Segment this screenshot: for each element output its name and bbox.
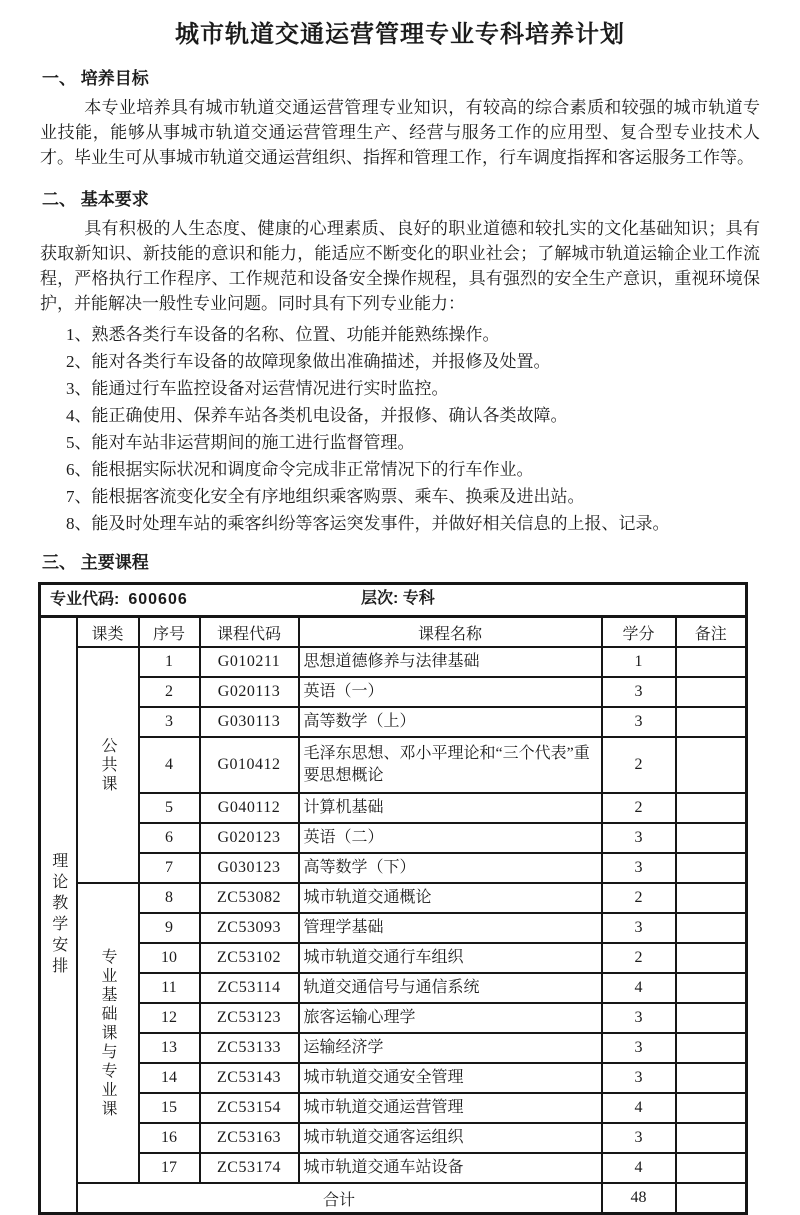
cell-credits: 2 (602, 883, 676, 913)
cell-credits: 3 (602, 1033, 676, 1063)
cell-credits: 4 (602, 1093, 676, 1123)
table-row (40, 853, 747, 883)
cell-course-code: ZC53123 (200, 1003, 299, 1033)
cell-seq: 15 (139, 1093, 200, 1123)
ability-item-2: 2、能对各类行车设备的故障现象做出准确描述，并报修及处置。 (66, 352, 551, 371)
col-header-code: 课程代码 (200, 617, 299, 648)
table-row (40, 1153, 747, 1183)
cell-credits: 2 (602, 793, 676, 823)
section-heading-requirements: 二、 基本要求 (42, 190, 149, 209)
cell-credits: 4 (602, 973, 676, 1003)
page-title: 城市轨道交通运营管理专业专科培养计划 (175, 21, 625, 48)
cell-note (676, 1153, 747, 1183)
cell-course-name: 高等数学（上） (299, 707, 602, 737)
ability-list (40, 326, 760, 533)
cell-course-name: 高等数学（下） (299, 853, 602, 883)
group-label-public-courses: 公共课 (77, 647, 139, 883)
cell-credits: 3 (602, 707, 676, 737)
cell-note (676, 647, 747, 677)
cell-course-name: 城市轨道交通行车组织 (299, 943, 602, 973)
cell-course-name: 管理学基础 (299, 913, 602, 943)
table-row (40, 883, 747, 913)
courses-table (38, 582, 748, 1215)
table-row (40, 677, 747, 707)
major-code-value: 600606 (128, 591, 188, 608)
table-row (40, 1063, 747, 1093)
major-code-label: 专业代码: (50, 591, 120, 608)
cell-course-name: 城市轨道交通概论 (299, 883, 602, 913)
cell-note (676, 1123, 747, 1153)
cell-credits: 3 (602, 823, 676, 853)
table-row (40, 647, 747, 677)
cell-course-code: G030113 (200, 707, 299, 737)
row-header-theory-teaching: 理论教学安排 (40, 617, 77, 1214)
cell-course-name: 毛泽东思想、邓小平理论和“三个代表”重要思想概论 (299, 737, 602, 793)
table-row (40, 707, 747, 737)
table-row (40, 1033, 747, 1063)
cell-credits: 3 (602, 853, 676, 883)
cell-seq: 5 (139, 793, 200, 823)
cell-credits: 3 (602, 913, 676, 943)
ability-item-1: 1、熟悉各类行车设备的名称、位置、功能并能熟练操作。 (66, 325, 500, 344)
cell-note (676, 1033, 747, 1063)
meta-cell (40, 584, 747, 617)
level-label: 层次: 专科 (361, 590, 435, 607)
ability-item-7: 7、能根据客流变化安全有序地组织乘客购票、乘车、换乘及进出站。 (66, 487, 585, 506)
cell-credits: 1 (602, 647, 676, 677)
cell-course-name: 英语（一） (299, 677, 602, 707)
cell-credits: 3 (602, 1123, 676, 1153)
table-meta-row (40, 584, 747, 617)
cell-course-code: G010211 (200, 647, 299, 677)
cell-course-code: G020123 (200, 823, 299, 853)
cell-course-name: 城市轨道交通运营管理 (299, 1093, 602, 1123)
cell-note (676, 943, 747, 973)
cell-credits: 3 (602, 1063, 676, 1093)
table-row (40, 737, 747, 793)
cell-note (676, 913, 747, 943)
cell-course-code: G020113 (200, 677, 299, 707)
ability-item-3: 3、能通过行车监控设备对运营情况进行实时监控。 (66, 379, 449, 398)
cell-seq: 2 (139, 677, 200, 707)
cell-seq: 11 (139, 973, 200, 1003)
col-header-note: 备注 (676, 617, 747, 648)
cell-note (676, 1063, 747, 1093)
requirements-paragraph: 具有积极的人生态度、健康的心理素质、良好的职业道德和较扎实的文化基础知识；具有获取新知识、新技能的意识和能力，能适应不断变化的职业社会；了解城市轨道运输企业工作流程，严格执行工作程序、工作规范和设备安全操作规程，具有强烈的安全生产意识，重视环境保护，并能解决一般性专业问题。同时具有下列专业能力： (40, 219, 760, 313)
cell-note (676, 883, 747, 913)
cell-credits: 2 (602, 943, 676, 973)
cell-note (676, 677, 747, 707)
col-header-name: 课程名称 (299, 617, 602, 648)
cell-course-code: ZC53163 (200, 1123, 299, 1153)
cell-seq: 4 (139, 737, 200, 793)
col-header-category: 课类 (77, 617, 139, 648)
cell-note (676, 737, 747, 793)
cell-course-name: 思想道德修养与法律基础 (299, 647, 602, 677)
cell-credits: 4 (602, 1153, 676, 1183)
cell-seq: 13 (139, 1033, 200, 1063)
cell-note (676, 853, 747, 883)
cell-course-code: ZC53154 (200, 1093, 299, 1123)
table-total-row (40, 1183, 747, 1214)
goal-paragraph: 本专业培养具有城市轨道交通运营管理专业知识，有较高的综合素质和较强的城市轨道专业技能，能够从事城市轨道交通运营管理生产、经营与服务工作的应用型、复合型专业技术人才。毕业生可从事城市轨道交通运营组织、指挥和管理工作，行车调度指挥和客运服务工作等。 (40, 98, 760, 167)
cell-course-name: 运输经济学 (299, 1033, 602, 1063)
table-row (40, 973, 747, 1003)
cell-seq: 3 (139, 707, 200, 737)
table-header-row (40, 617, 747, 648)
col-header-seq: 序号 (139, 617, 200, 648)
table-row (40, 793, 747, 823)
cell-course-code: ZC53174 (200, 1153, 299, 1183)
cell-course-name: 旅客运输心理学 (299, 1003, 602, 1033)
cell-seq: 9 (139, 913, 200, 943)
section-heading-courses: 三、 主要课程 (42, 553, 149, 572)
cell-course-name: 城市轨道交通车站设备 (299, 1153, 602, 1183)
section-heading-goal: 一、 培养目标 (42, 69, 149, 88)
cell-course-code: ZC53143 (200, 1063, 299, 1093)
cell-note (676, 973, 747, 1003)
cell-course-code: ZC53114 (200, 973, 299, 1003)
cell-course-name: 计算机基础 (299, 793, 602, 823)
cell-credits: 3 (602, 1003, 676, 1033)
cell-seq: 6 (139, 823, 200, 853)
table-row (40, 1093, 747, 1123)
cell-seq: 1 (139, 647, 200, 677)
table-row (40, 1003, 747, 1033)
table-row (40, 943, 747, 973)
cell-course-code: ZC53133 (200, 1033, 299, 1063)
group-label-major-courses: 专业基础课与专业课 (77, 883, 139, 1183)
cell-note (676, 1093, 747, 1123)
ability-item-6: 6、能根据实际状况和调度命令完成非正常情况下的行车作业。 (66, 460, 534, 479)
cell-seq: 12 (139, 1003, 200, 1033)
cell-seq: 10 (139, 943, 200, 973)
table-row (40, 1123, 747, 1153)
cell-note (676, 793, 747, 823)
total-label: 合计 (77, 1183, 602, 1214)
ability-item-5: 5、能对车站非运营期间的施工进行监督管理。 (66, 433, 415, 452)
cell-note (676, 823, 747, 853)
cell-note (676, 1003, 747, 1033)
cell-course-name: 英语（二） (299, 823, 602, 853)
cell-seq: 16 (139, 1123, 200, 1153)
cell-seq: 8 (139, 883, 200, 913)
cell-course-name: 轨道交通信号与通信系统 (299, 973, 602, 1003)
cell-course-name: 城市轨道交通客运组织 (299, 1123, 602, 1153)
cell-credits: 2 (602, 737, 676, 793)
table-row (40, 913, 747, 943)
col-header-credits: 学分 (602, 617, 676, 648)
cell-seq: 7 (139, 853, 200, 883)
table-row (40, 823, 747, 853)
cell-course-code: ZC53093 (200, 913, 299, 943)
cell-course-code: G030123 (200, 853, 299, 883)
ability-item-8: 8、能及时处理车站的乘客纠纷等客运突发事件，并做好相关信息的上报、记录。 (66, 514, 670, 533)
cell-course-code: ZC53102 (200, 943, 299, 973)
total-note (676, 1183, 747, 1214)
cell-seq: 17 (139, 1153, 200, 1183)
cell-course-code: G040112 (200, 793, 299, 823)
ability-item-4: 4、能正确使用、保养车站各类机电设备，并报修、确认各类故障。 (66, 406, 568, 425)
cell-course-name: 城市轨道交通安全管理 (299, 1063, 602, 1093)
cell-course-code: G010412 (200, 737, 299, 793)
cell-seq: 14 (139, 1063, 200, 1093)
cell-note (676, 707, 747, 737)
total-credits: 48 (602, 1183, 676, 1214)
cell-credits: 3 (602, 677, 676, 707)
cell-course-code: ZC53082 (200, 883, 299, 913)
